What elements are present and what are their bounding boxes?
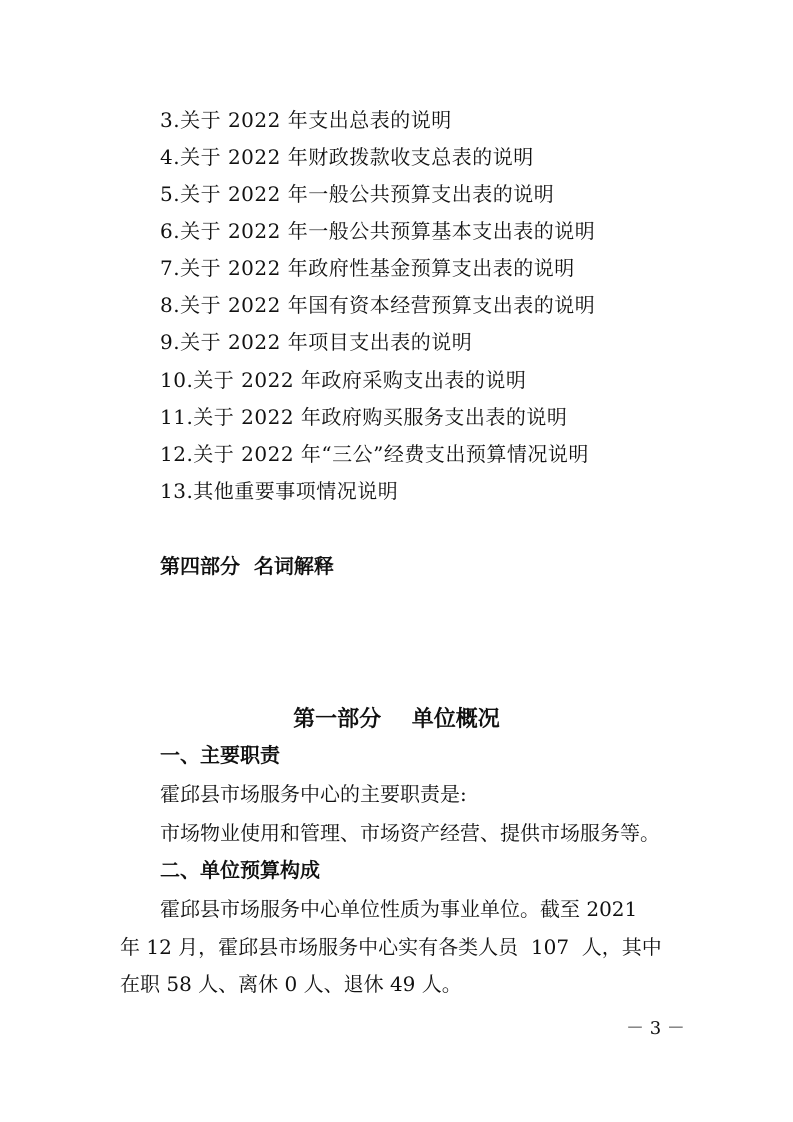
- toc-item-6: 6.关于 2022 年一般公共预算基本支出表的说明: [160, 219, 596, 243]
- section2-line-3: 在职 58 人、离休 0 人、退休 49 人。: [120, 972, 462, 996]
- section2-line-2: 年 12 月，霍邱县市场服务中心实有各类人员 107 人，其中: [120, 935, 662, 959]
- toc-item-11: 11.关于 2022 年政府购买服务支出表的说明: [160, 405, 568, 429]
- section2-heading: 二、单位预算构成: [160, 858, 320, 882]
- toc-item-8: 8.关于 2022 年国有资本经营预算支出表的说明: [160, 293, 596, 317]
- toc-item-9: 9.关于 2022 年项目支出表的说明: [160, 330, 473, 354]
- toc-item-13: 13.其他重要事项情况说明: [160, 479, 399, 503]
- toc-item-12: 12.关于 2022 年“三公”经费支出预算情况说明: [160, 442, 589, 466]
- toc-item-7: 7.关于 2022 年政府性基金预算支出表的说明: [160, 256, 575, 280]
- section2-line-1: 霍邱县市场服务中心单位性质为事业单位。截至 2021: [160, 897, 638, 921]
- toc-item-4: 4.关于 2022 年财政拨款收支总表的说明: [160, 145, 534, 169]
- toc-part4-heading: 第四部分 名词解释: [160, 554, 334, 578]
- page-number: － 3 －: [626, 1018, 685, 1039]
- toc-item-10: 10.关于 2022 年政府采购支出表的说明: [160, 368, 527, 392]
- toc-item-3: 3.关于 2022 年支出总表的说明: [160, 108, 452, 132]
- section1-line-2: 市场物业使用和管理、市场资产经营、提供市场服务等。: [160, 821, 660, 845]
- section1-line-1: 霍邱县市场服务中心的主要职责是:: [160, 782, 467, 806]
- toc-item-5: 5.关于 2022 年一般公共预算支出表的说明: [160, 182, 555, 206]
- part1-title: 第一部分 单位概况: [293, 707, 500, 732]
- section1-heading: 一、主要职责: [160, 743, 280, 767]
